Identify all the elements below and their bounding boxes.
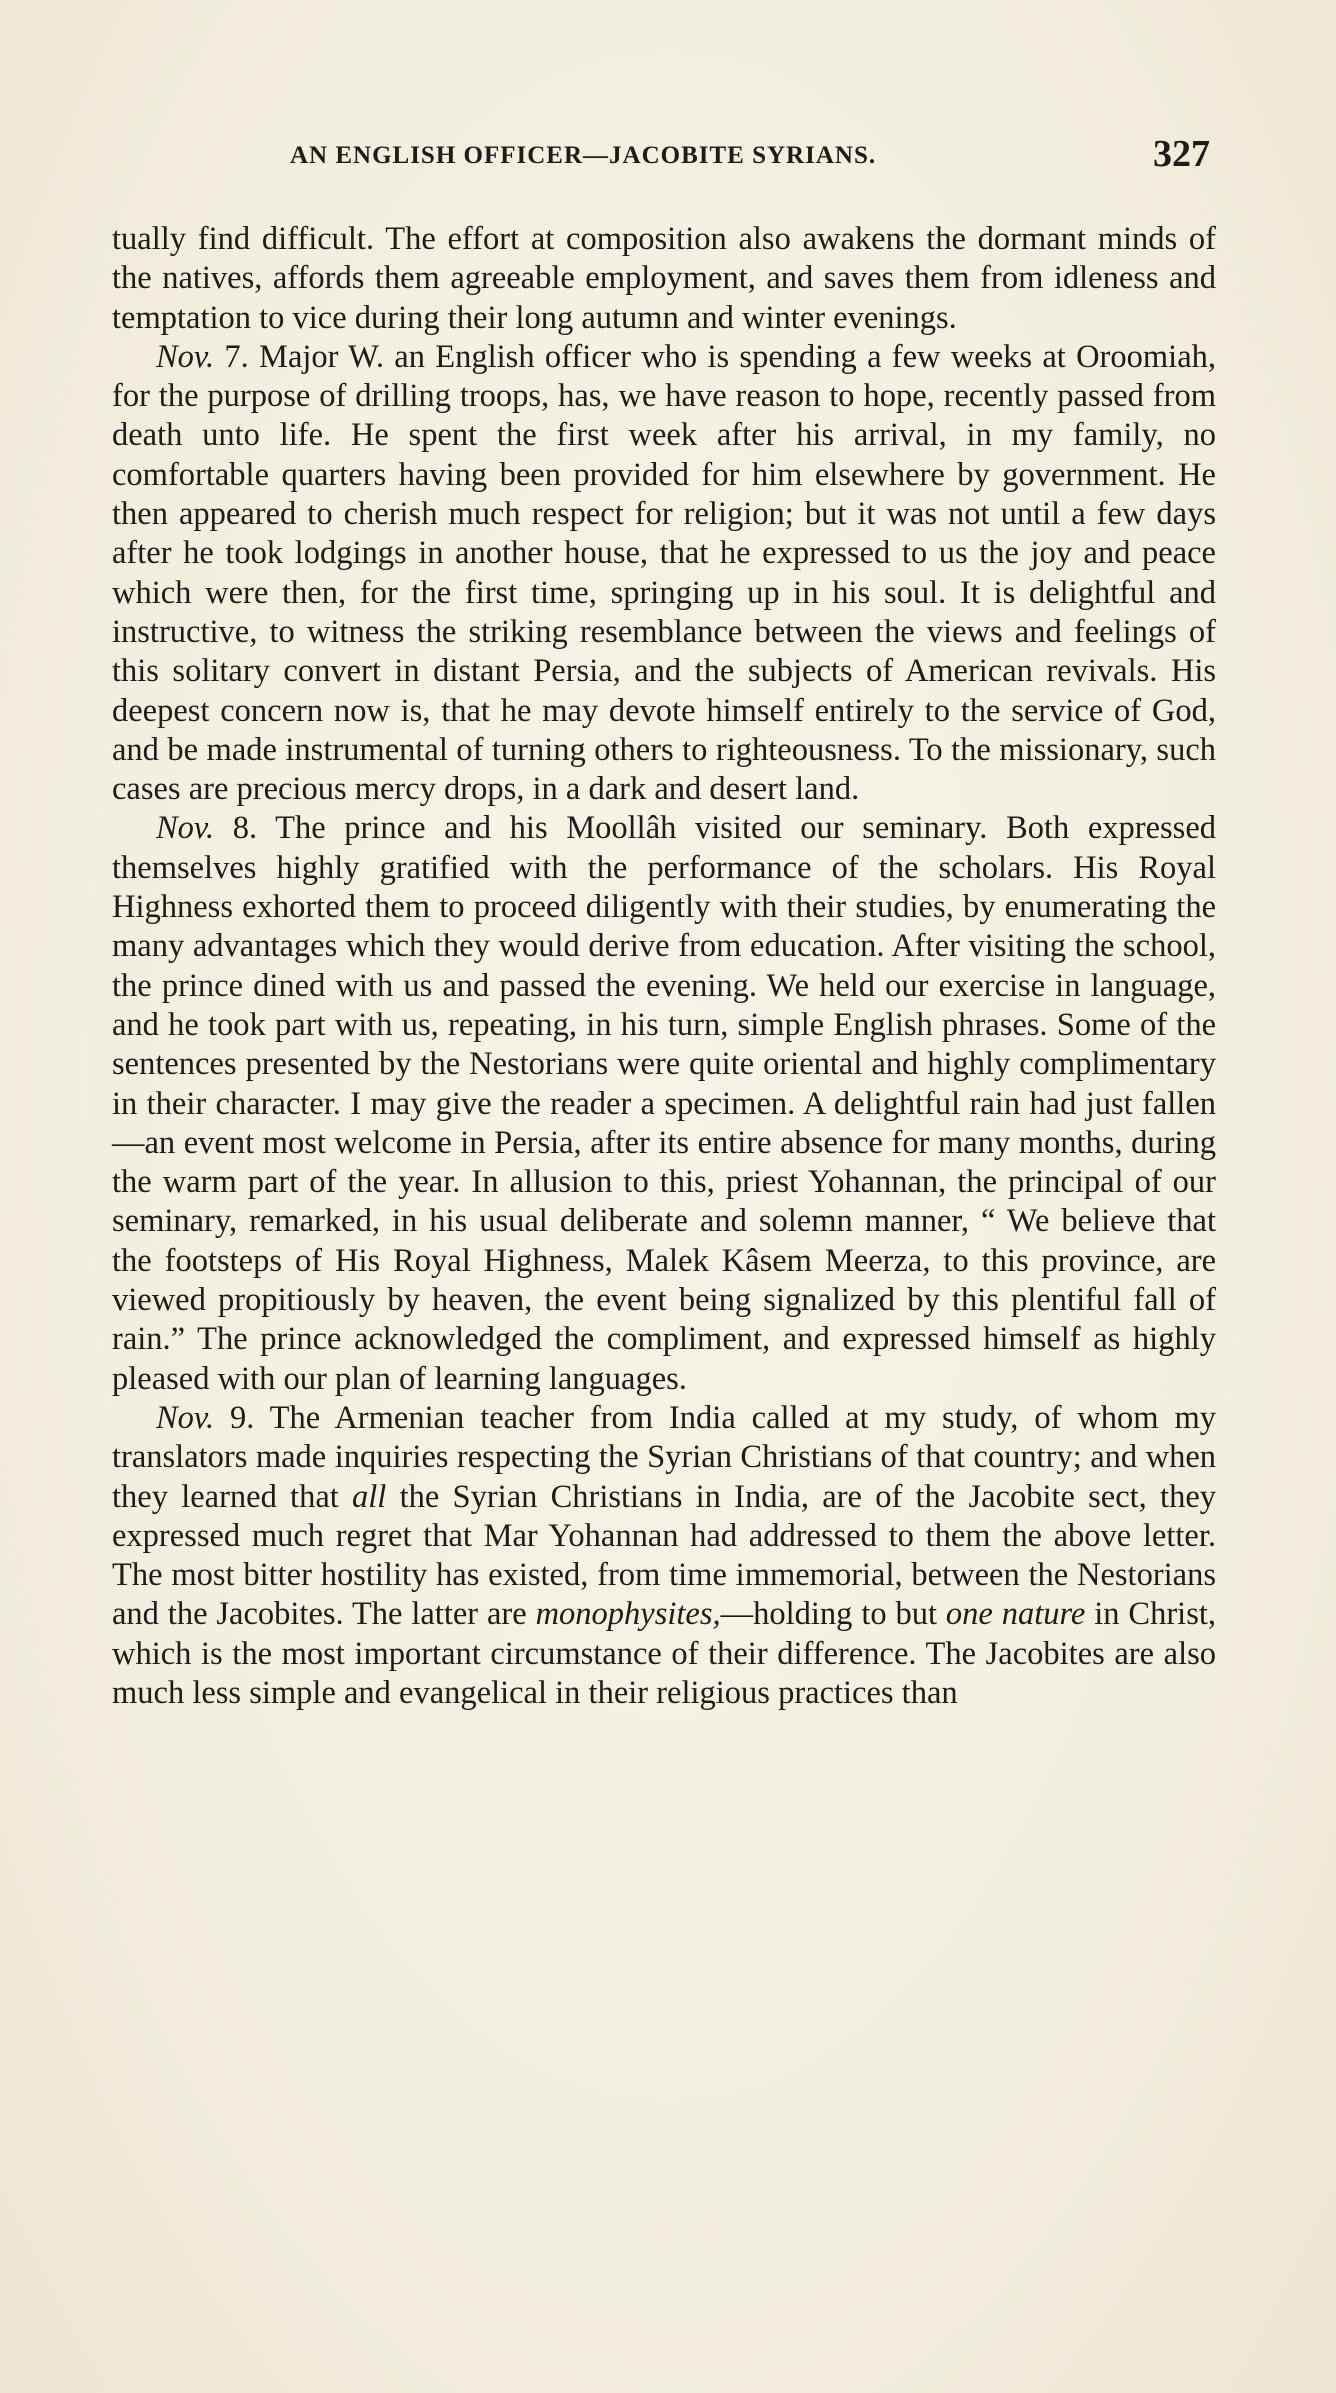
- running-head: AN ENGLISH OFFICER—JACOBITE SYRIANS.: [290, 142, 877, 169]
- paragraph-continuation: [112, 220, 1216, 338]
- entry-text: —holding to but: [720, 1596, 946, 1633]
- paragraph-text: tually find difficult. The effort at composition also awakens the dormant minds of the natives, affords them agreeable employment, and saves them from idleness and temptation to vice during their long autumn and winter evenings.: [112, 221, 1216, 336]
- page-header: [110, 133, 1220, 186]
- entry-date: Nov.: [156, 810, 215, 847]
- emphasis-text: one nature: [945, 1596, 1086, 1633]
- entry-date: Nov.: [156, 338, 215, 375]
- entry-text: 9. The Armenian teacher from India called at my study, of whom my translators made inquiries respecting the Syrian Christians of that country; and when they learned that: [112, 1399, 1216, 1515]
- journal-entry-nov-7: [112, 338, 1216, 810]
- entry-text: 8. The prince and his Moollâh visited our seminary. Both expressed themselves highly gratified with the performance of the scholars. His Royal Highness exhorted them to proceed diligently with their studies, by enumerating the many advantages which they would derive from education. After visiting the school, the prince dined with us and passed the evening. We held our exercise in language, and he took part with us, repeating, in his turn, simple English phrases. Some of the sentences presented by the Nestorians were quite oriental and highly complimentary in their character. I may give the reader a specimen. A delightful rain had just fallen—an event most welcome in Persia, after its entire absence for many months, during the warm part of the year. In allusion to this, priest Yohannan, the principal of our seminary, remarked, in his usual deliberate and solemn manner, “ We believe that the footsteps of His Royal Highness, Malek Kâsem Meerza, to this province, are viewed propitiously by heaven, the event being signalized by this plentiful fall of rain.” The prince acknowledged the compliment, and expressed himself as highly pleased with our plan of learning languages.: [112, 810, 1216, 1397]
- journal-entry-nov-9: [112, 1399, 1216, 1713]
- emphasis-text: monophysites,: [535, 1596, 721, 1633]
- emphasis-text: all: [352, 1478, 387, 1515]
- journal-entry-nov-8: [112, 809, 1216, 1398]
- entry-text: the Syrian Christians in India, are of the Jacobite sect, they expressed much regret that Mar Yohannan had addressed to them the above letter. The most bitter hostility has existed, from time immemorial, between the Nestorians and the Jacobites. The latter are: [112, 1478, 1216, 1633]
- entry-text: in Christ, which is the most important circumstance of their difference. The Jacobites are also much less simple and evangelical in their religious practices than: [112, 1596, 1217, 1711]
- page-number: 327: [1153, 133, 1210, 175]
- body-text: [112, 220, 1216, 1713]
- entry-text: 7. Major W. an English officer who is spending a few weeks at Oroomiah, for the purpose of drilling troops, has, we have reason to hope, recently passed from death unto life. He spent the first week after his arrival, in my family, no comfortable quarters having been provided for him elsewhere by government. He then appeared to cherish much respect for religion; but it was not until a few days after he took lodgings in another house, that he expressed to us the joy and peace which were then, for the first time, springing up in his soul. It is delightful and instructive, to witness the striking resemblance between the views and feelings of this solitary convert in distant Persia, and the subjects of American revivals. His deepest concern now is, that he may devote himself entirely to the service of God, and be made instrumental of turning others to righteousness. To the missionary, such cases are precious mercy drops, in a dark and desert land.: [112, 338, 1216, 808]
- entry-date: Nov.: [156, 1399, 215, 1436]
